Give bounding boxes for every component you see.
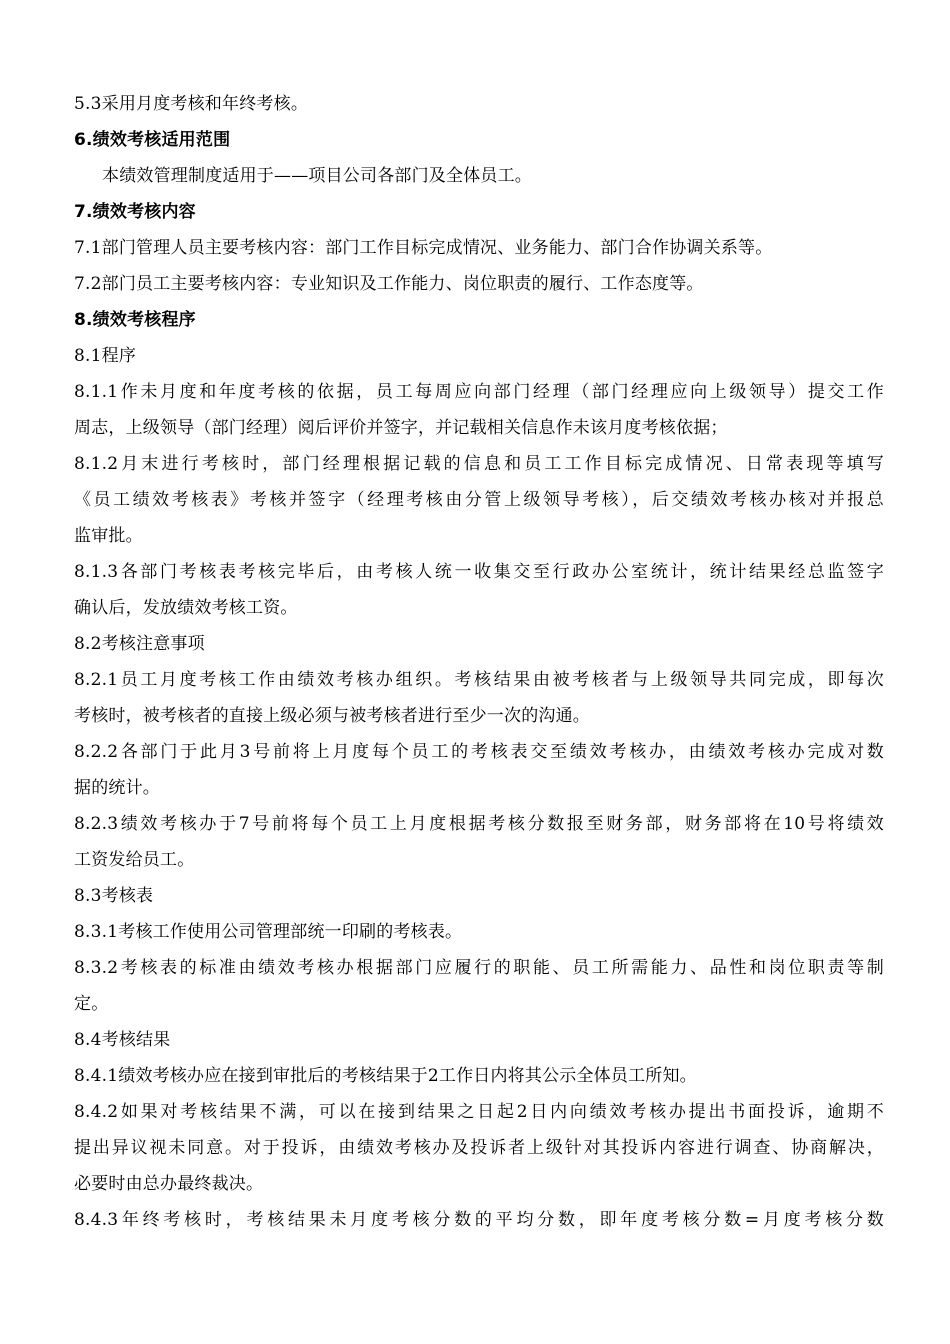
paragraph-8-3-2-line-2: 定。 bbox=[74, 994, 109, 1014]
paragraph-7-2: 7.2部门员工主要考核内容：专业知识及工作能力、岗位职责的履行、工作态度等。 bbox=[74, 274, 704, 294]
section-heading-7: 7.绩效考核内容 bbox=[74, 202, 196, 222]
paragraph-8-1-1-line-2: 周志，上级领导（部门经理）阅后评价并签字，并记载相关信息作未该月度考核依据； bbox=[74, 418, 728, 438]
section-heading-6: 6.绩效考核适用范围 bbox=[74, 130, 231, 150]
paragraph-8-1-2-line-2: 《员工绩效考核表》考核并签字（经理考核由分管上级领导考核），后交绩效考核办核对并报总 bbox=[74, 490, 884, 510]
subheading-8-1: 8.1程序 bbox=[74, 346, 137, 366]
paragraph-8-1-2-line-1: 8.1.2月末进行考核时，部门经理根据记载的信息和员工工作目标完成情况、日常表现等填写 bbox=[74, 454, 884, 474]
paragraph-8-2-3-line-1: 8.2.3绩效考核办于7号前将每个员工上月度根据考核分数报至财务部，财务部将在10号将绩效 bbox=[74, 814, 884, 834]
paragraph-8-3-1: 8.3.1考核工作使用公司管理部统一印刷的考核表。 bbox=[74, 922, 463, 942]
paragraph-scope: 本绩效管理制度适用于——项目公司各部门及全体员工。 bbox=[102, 166, 532, 186]
paragraph-8-2-1-line-2: 考核时，被考核者的直接上级必须与被考核者进行至少一次的沟通。 bbox=[74, 706, 590, 726]
document-body bbox=[74, 86, 884, 1238]
paragraph-5-3: 5.3采用月度考核和年终考核。 bbox=[74, 94, 309, 114]
paragraph-8-4-2-line-3: 必要时由总办最终裁决。 bbox=[74, 1174, 264, 1194]
paragraph-8-3-2-line-1: 8.3.2考核表的标准由绩效考核办根据部门应履行的职能、员工所需能力、品性和岗位职责等制 bbox=[74, 958, 884, 978]
paragraph-8-1-2-line-3: 监审批。 bbox=[74, 526, 143, 546]
paragraph-8-4-1: 8.4.1绩效考核办应在接到审批后的考核结果于2工作日内将其公示全体员工所知。 bbox=[74, 1066, 697, 1086]
paragraph-8-2-3-line-2: 工资发给员工。 bbox=[74, 850, 195, 870]
paragraph-8-1-1-line-1: 8.1.1作未月度和年度考核的依据，员工每周应向部门经理（部门经理应向上级领导）提交工作 bbox=[74, 382, 884, 402]
paragraph-8-1-3-line-2: 确认后，发放绩效考核工资。 bbox=[74, 598, 298, 618]
subheading-8-3: 8.3考核表 bbox=[74, 886, 154, 906]
paragraph-8-2-1-line-1: 8.2.1员工月度考核工作由绩效考核办组织。考核结果由被考核者与上级领导共同完成，即每次 bbox=[74, 670, 884, 690]
subheading-8-4: 8.4考核结果 bbox=[74, 1030, 171, 1050]
paragraph-8-4-3-line-1: 8.4.3年终考核时，考核结果未月度考核分数的平均分数，即年度考核分数=月度考核分数 bbox=[74, 1210, 884, 1230]
paragraph-8-4-2-line-2: 提出异议视未同意。对于投诉，由绩效考核办及投诉者上级针对其投诉内容进行调查、协商解决， bbox=[74, 1138, 884, 1158]
paragraph-8-1-3-line-1: 8.1.3各部门考核表考核完毕后，由考核人统一收集交至行政办公室统计，统计结果经总监签字 bbox=[74, 562, 884, 582]
section-heading-8: 8.绩效考核程序 bbox=[74, 310, 196, 330]
paragraph-7-1: 7.1部门管理人员主要考核内容：部门工作目标完成情况、业务能力、部门合作协调关系等。 bbox=[74, 238, 773, 258]
paragraph-8-2-2-line-1: 8.2.2各部门于此月3号前将上月度每个员工的考核表交至绩效考核办，由绩效考核办完成对数 bbox=[74, 742, 884, 762]
subheading-8-2: 8.2考核注意事项 bbox=[74, 634, 205, 654]
paragraph-8-4-2-line-1: 8.4.2如果对考核结果不满，可以在接到结果之日起2日内向绩效考核办提出书面投诉，逾期不 bbox=[74, 1102, 884, 1122]
paragraph-8-2-2-line-2: 据的统计。 bbox=[74, 778, 160, 798]
